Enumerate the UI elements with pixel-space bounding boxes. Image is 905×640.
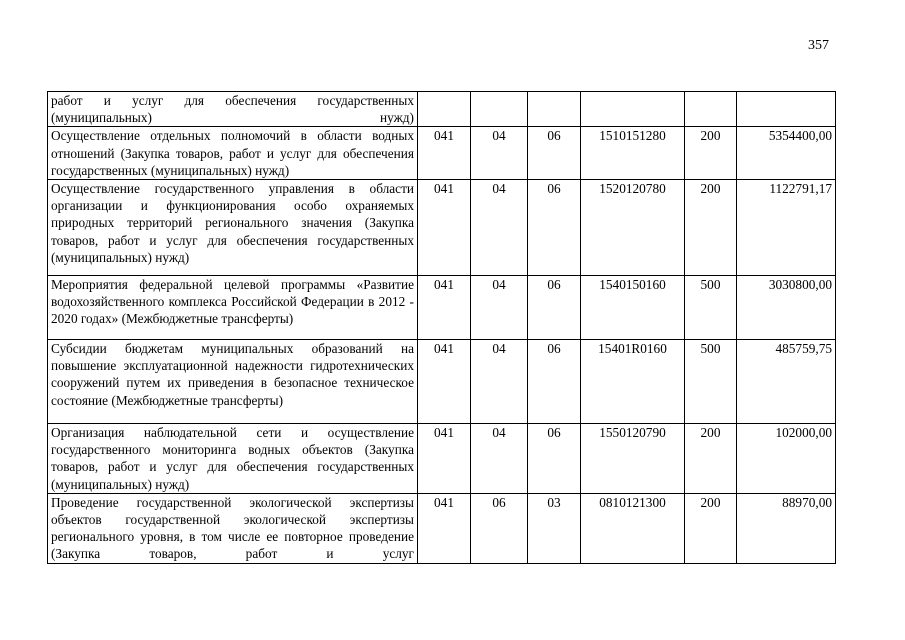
amount: 102000,00 xyxy=(737,424,836,494)
ministry-code: 041 xyxy=(418,180,471,276)
table-row xyxy=(48,493,836,563)
subsection-code: 06 xyxy=(528,180,581,276)
ministry-code: 041 xyxy=(418,340,471,424)
expense-type-code: 200 xyxy=(685,493,737,563)
target-article-code: 1510151280 xyxy=(581,127,685,180)
target-article-code: 0810121300 xyxy=(581,493,685,563)
subsection-code: 06 xyxy=(528,340,581,424)
subsection-code: 03 xyxy=(528,493,581,563)
row-description: Осуществление отдельных полномочий в области водных отношений (Закупка товаров, работ и услуг для обеспечения государственных (муниципальных) нужд) xyxy=(48,127,418,180)
section-code: 04 xyxy=(471,424,528,494)
expense-type-code: 500 xyxy=(685,340,737,424)
amount xyxy=(737,92,836,127)
amount: 5354400,00 xyxy=(737,127,836,180)
subsection-code: 06 xyxy=(528,276,581,340)
expense-type-code: 200 xyxy=(685,424,737,494)
amount: 3030800,00 xyxy=(737,276,836,340)
table-row xyxy=(48,180,836,276)
row-description: работ и услуг для обеспечения государственных (муниципальных) нужд) xyxy=(48,92,418,127)
expense-type-code: 200 xyxy=(685,127,737,180)
expense-type-code xyxy=(685,92,737,127)
target-article-code: 15401R0160 xyxy=(581,340,685,424)
ministry-code xyxy=(418,92,471,127)
table-row xyxy=(48,127,836,180)
section-code xyxy=(471,92,528,127)
expense-type-code: 200 xyxy=(685,180,737,276)
table-row xyxy=(48,276,836,340)
target-article-code: 1550120790 xyxy=(581,424,685,494)
section-code: 04 xyxy=(471,276,528,340)
page-number: 357 xyxy=(808,38,829,53)
ministry-code: 041 xyxy=(418,493,471,563)
table-row xyxy=(48,92,836,127)
ministry-code: 041 xyxy=(418,424,471,494)
expense-type-code: 500 xyxy=(685,276,737,340)
table-row xyxy=(48,424,836,494)
ministry-code: 041 xyxy=(418,276,471,340)
subsection-code xyxy=(528,92,581,127)
subsection-code: 06 xyxy=(528,127,581,180)
ministry-code: 041 xyxy=(418,127,471,180)
budget-table xyxy=(47,91,836,564)
subsection-code: 06 xyxy=(528,424,581,494)
row-description: Мероприятия федеральной целевой программы «Развитие водохозяйственного комплекса Российской Федерации в 2012 - 2020 годах» (Межбюджетные трансферты) xyxy=(48,276,418,340)
amount: 1122791,17 xyxy=(737,180,836,276)
section-code: 04 xyxy=(471,180,528,276)
row-description: Организация наблюдательной сети и осуществление государственного мониторинга водных объектов (Закупка товаров, работ и услуг для обеспечения государственных (муниципальных) нужд) xyxy=(48,424,418,494)
section-code: 04 xyxy=(471,127,528,180)
section-code: 06 xyxy=(471,493,528,563)
row-description: Осуществление государственного управления в области организации и функционирования особо охраняемых природных территорий регионального значения (Закупка товаров, работ и услуг для обеспечения государственных (муниципальных) нужд) xyxy=(48,180,418,276)
amount: 88970,00 xyxy=(737,493,836,563)
amount: 485759,75 xyxy=(737,340,836,424)
table-row xyxy=(48,340,836,424)
target-article-code: 1540150160 xyxy=(581,276,685,340)
row-description: Субсидии бюджетам муниципальных образований на повышение эксплуатационной надежности гидротехнических сооружений путем их приведения в безопасное техническое состояние (Межбюджетные трансферты) xyxy=(48,340,418,424)
section-code: 04 xyxy=(471,340,528,424)
target-article-code: 1520120780 xyxy=(581,180,685,276)
target-article-code xyxy=(581,92,685,127)
row-description: Проведение государственной экологической экспертизы объектов государственной экологической экспертизы регионального уровня, в том числе ее повторное проведение (Закупка товаров, работ и услуг xyxy=(48,493,418,563)
